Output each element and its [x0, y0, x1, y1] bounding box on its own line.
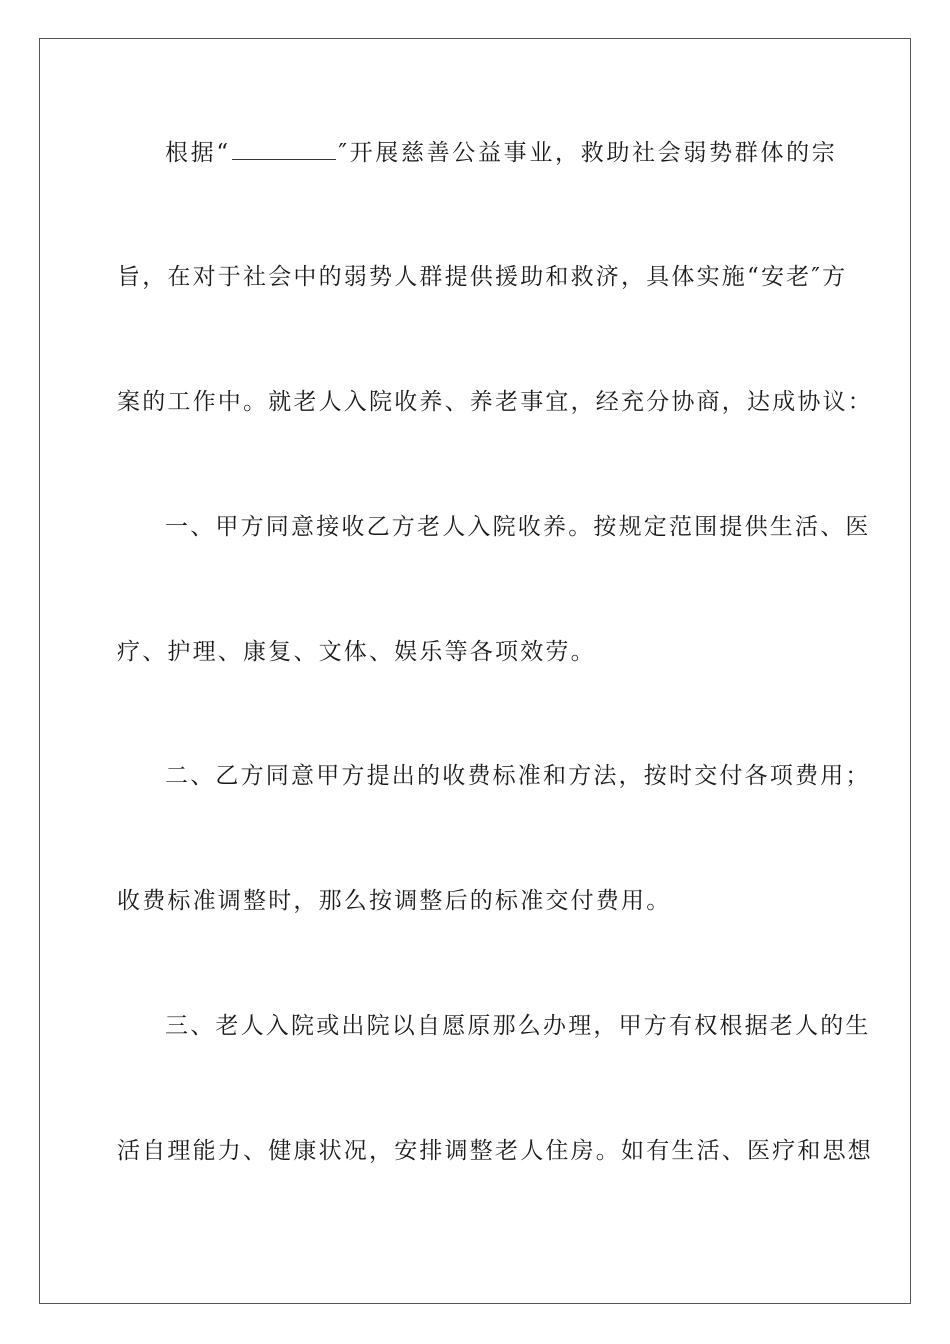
page-frame — [39, 38, 911, 1304]
text-line-1-post: ″开展慈善公益事业，救助社会弱势群体的宗 — [338, 140, 838, 166]
text-line-1-pre: 根据“ — [165, 140, 231, 166]
text-line-1 — [117, 138, 837, 168]
fill-in-blank — [232, 141, 336, 160]
text-line-7: 收费标准调整时，那么按调整后的标准交付费用。 — [117, 888, 672, 914]
text-line-9: 活自理能力、健康状况，安排调整老人住房。如有生活、医疗和思想 — [117, 1138, 873, 1164]
text-line-8: 三、老人入院或出院以自愿原那么办理，甲方有权根据老人的生 — [165, 1013, 871, 1039]
text-line-2: 旨，在对于社会中的弱势人群提供援助和救济，具体实施“安老″方 — [117, 264, 848, 290]
text-line-6: 二、乙方同意甲方提出的收费标准和方法，按时交付各项费用； — [165, 763, 871, 789]
text-line-5: 疗、护理、康复、文体、娱乐等各项效劳。 — [117, 639, 596, 665]
text-line-4: 一、甲方同意接收乙方老人入院收养。按规定范围提供生活、医 — [165, 514, 871, 540]
text-line-3: 案的工作中。就老人入院收养、养老事宜，经充分协商，达成协议： — [117, 389, 873, 415]
